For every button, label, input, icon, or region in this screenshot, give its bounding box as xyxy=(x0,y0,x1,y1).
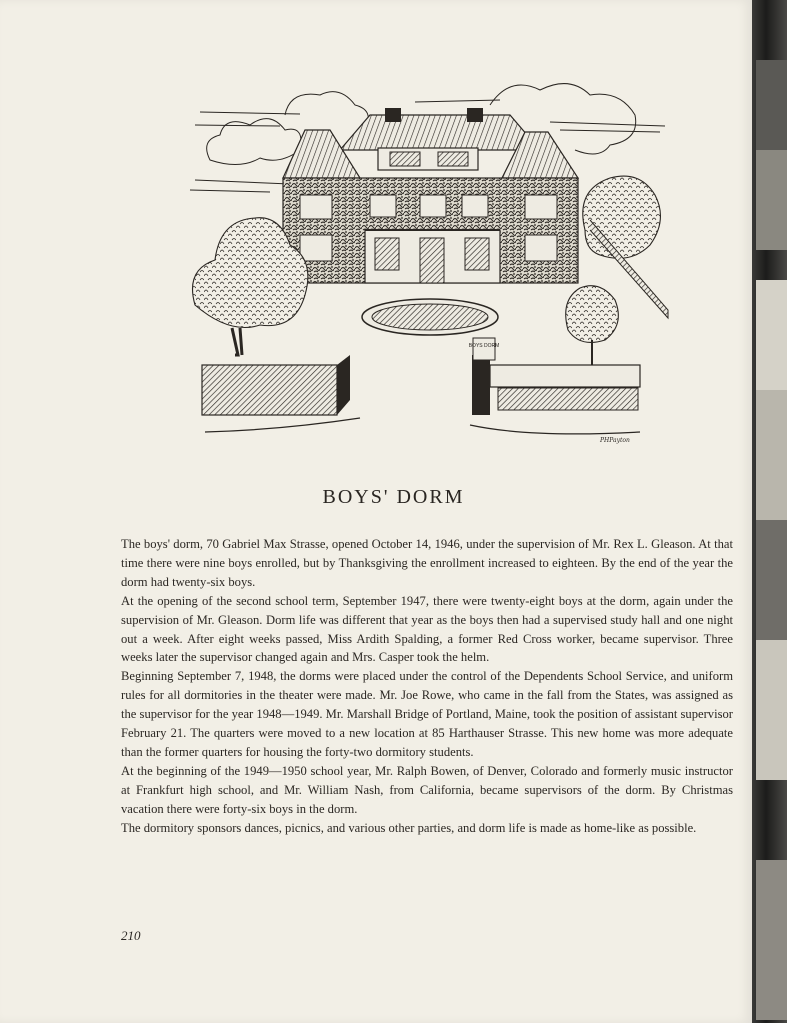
page-title: BOYS' DORM xyxy=(322,486,465,508)
fountain xyxy=(362,299,498,335)
page-number: 210 xyxy=(121,928,141,943)
house xyxy=(283,108,578,283)
paragraph: The boys' dorm, 70 Gabriel Max Strasse, opened October 14, 1946, under the supervision of Mr. Rex L. Gleason. At that time there were nine boys enrolled, but by Thanksgiving the enrollment increased to eighteen. By the end of the year the dorm had twenty-six boys. xyxy=(121,537,733,589)
artist-signature: PHPayton xyxy=(600,437,630,444)
paragraph: The dormitory sponsors dances, picnics, and various other parties, and dorm life is made as home-like as possible. xyxy=(121,820,697,835)
sign-text: BOYS DORM xyxy=(468,343,500,349)
paragraph: At the beginning of the 1949—1950 school year, Mr. Ralph Bowen, of Denver, Colorado and formerly music instructor at Frankfurt high school, and Mr. William Nash, from California, became supervisors of the dorm. By Christmas vacation there were forty-six boys in the dorm. xyxy=(121,763,733,816)
article-body xyxy=(121,535,733,838)
dorm-illustration xyxy=(180,70,680,460)
paragraph: At the opening of the second school term, September 1947, there were twenty-eight boys at the dorm, again under the supervision of Mr. Gleason. Dorm life was different that year as the boys then had a supervised study hall and one night out a week. After eight weeks passed, Miss Ardith Spalding, a former Red Cross worker, became supervisor. Three weeks later the supervisor changed again and Mrs. Casper took the helm. xyxy=(121,593,733,665)
adjacent-page-edge xyxy=(752,0,787,1023)
paragraph: Beginning September 7, 1948, the dorms were placed under the control of the Dependents School Service, and uniform rules for all dormitories in the theater were made. Mr. Joe Rowe, who came in the fall from the States, was assigned as the supervisor for the year 1948—1949. Mr. Marshall Bridge of Portland, Maine, took the position of assistant supervisor February 21. The quarters were moved to a new location at 85 Harthauser Strasse. This new home was more adequate than the former quarters for housing the forty-two dormitory students. xyxy=(121,669,733,759)
